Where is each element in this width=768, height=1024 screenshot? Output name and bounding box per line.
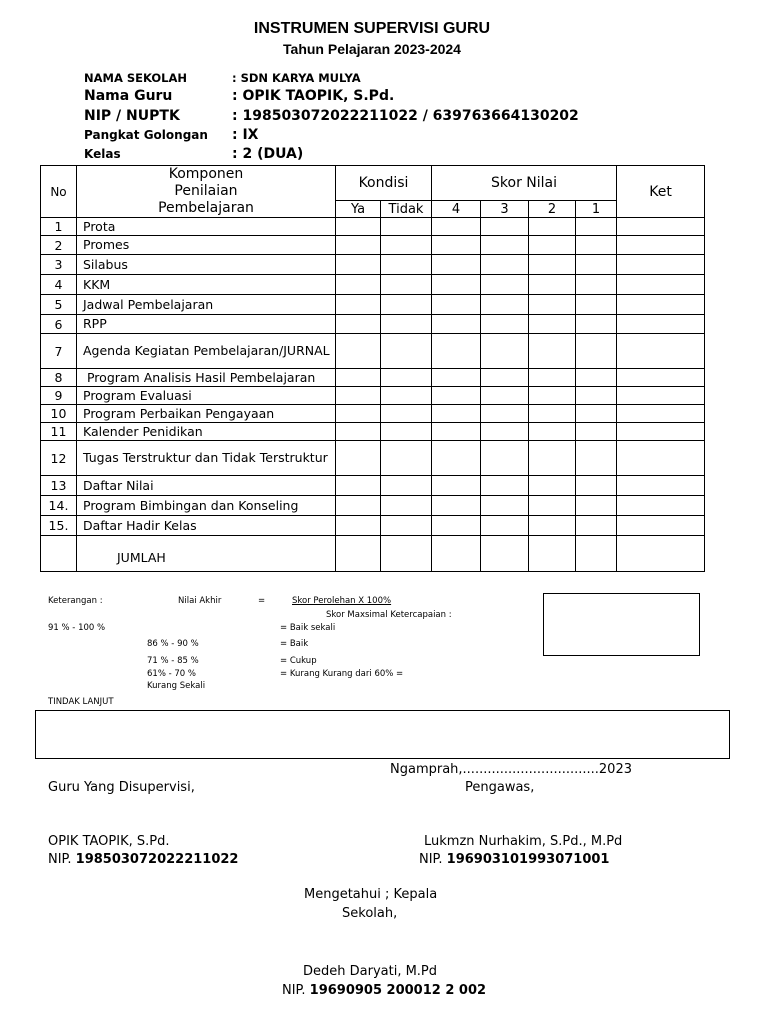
- score-cell[interactable]: [381, 334, 432, 369]
- guru-nip-number: 198503072022211022: [75, 852, 239, 867]
- table-row: [41, 516, 705, 536]
- score-cell[interactable]: [576, 369, 617, 387]
- score-cell[interactable]: [481, 218, 529, 236]
- score-cell[interactable]: [432, 295, 481, 315]
- place-date: Ngamprah,.................................2023: [390, 762, 632, 777]
- cell[interactable]: [529, 536, 576, 572]
- tindak-lanjut-label: TINDAK LANJUT: [48, 697, 114, 707]
- score-cell[interactable]: [432, 496, 481, 516]
- info-value-kelas: : 2 (DUA): [232, 146, 304, 162]
- table-row: [41, 441, 705, 476]
- score-cell[interactable]: [529, 369, 576, 387]
- score-cell[interactable]: [576, 496, 617, 516]
- nilai-akhir-equals: =: [258, 596, 266, 606]
- score-cell[interactable]: [617, 423, 705, 441]
- score-cell[interactable]: [576, 441, 617, 476]
- score-cell[interactable]: [336, 255, 381, 275]
- table-row: [41, 315, 705, 334]
- row-number: 10: [41, 405, 77, 423]
- score-cell[interactable]: [336, 387, 381, 405]
- header-no: No: [41, 166, 77, 218]
- row-number: 2: [41, 236, 77, 255]
- mengetahui-line-1: Mengetahui ; Kepala: [304, 887, 438, 902]
- row-component-label: Tugas Terstruktur dan Tidak Terstruktur: [77, 441, 336, 476]
- score-cell[interactable]: [336, 315, 381, 334]
- row-component-label: Promes: [77, 236, 336, 255]
- header-skor-nilai: Skor Nilai: [432, 166, 617, 201]
- score-cell[interactable]: [617, 255, 705, 275]
- score-cell[interactable]: [576, 255, 617, 275]
- formula-denominator: Skor Maxsimal Ketercapaian :: [326, 610, 452, 620]
- row-number: 11: [41, 423, 77, 441]
- row-component-label: KKM: [77, 275, 336, 295]
- pengawas-nip-number: 196903101993071001: [446, 852, 610, 867]
- table-row: [41, 275, 705, 295]
- row-number: 3: [41, 255, 77, 275]
- pengawas-role: Pengawas,: [465, 780, 535, 795]
- table-row: [41, 405, 705, 423]
- row-number: 14.: [41, 496, 77, 516]
- score-cell[interactable]: [576, 218, 617, 236]
- nilai-akhir-label: Nilai Akhir: [178, 596, 222, 606]
- score-cell[interactable]: [576, 275, 617, 295]
- kepala-nip-prefix: NIP.: [282, 983, 306, 998]
- score-cell[interactable]: [617, 516, 705, 536]
- score-cell[interactable]: [336, 369, 381, 387]
- score-cell[interactable]: [432, 387, 481, 405]
- score-cell[interactable]: [336, 295, 381, 315]
- score-cell[interactable]: [617, 496, 705, 516]
- score-cell[interactable]: [481, 476, 529, 496]
- table-row: [41, 295, 705, 315]
- score-cell[interactable]: [576, 476, 617, 496]
- table-row: [41, 496, 705, 516]
- info-value-sekolah: : SDN KARYA MULYA: [232, 71, 361, 85]
- kepala-nip: [282, 983, 486, 998]
- row-number: 5: [41, 295, 77, 315]
- info-label-sekolah: NAMA SEKOLAH: [84, 71, 188, 85]
- score-cell[interactable]: [481, 369, 529, 387]
- row-component-label: Daftar Nilai: [77, 476, 336, 496]
- jumlah-no-cell: [41, 536, 77, 572]
- score-cell[interactable]: [336, 516, 381, 536]
- row-number: 13: [41, 476, 77, 496]
- score-cell[interactable]: [481, 236, 529, 255]
- table-header-row: [41, 166, 705, 201]
- score-cell[interactable]: [529, 255, 576, 275]
- score-cell[interactable]: [432, 476, 481, 496]
- score-cell[interactable]: [381, 236, 432, 255]
- range-3: 71 % - 85 %: [147, 656, 199, 666]
- row-number: 6: [41, 315, 77, 334]
- score-cell[interactable]: [432, 218, 481, 236]
- table-row: [41, 387, 705, 405]
- row-number: 12: [41, 441, 77, 476]
- score-cell[interactable]: [381, 369, 432, 387]
- subheader-ya: Ya: [336, 201, 381, 218]
- score-cell[interactable]: [432, 315, 481, 334]
- jumlah-label: JUMLAH: [77, 536, 336, 572]
- score-cell[interactable]: [481, 334, 529, 369]
- score-cell[interactable]: [432, 405, 481, 423]
- score-cell[interactable]: [529, 476, 576, 496]
- row-component-label: Jadwal Pembelajaran: [77, 295, 336, 315]
- score-cell[interactable]: [481, 405, 529, 423]
- row-component-label: Silabus: [77, 255, 336, 275]
- score-cell[interactable]: [336, 441, 381, 476]
- score-cell[interactable]: [336, 423, 381, 441]
- range-1-desc: = Baik sekali: [280, 623, 336, 633]
- score-cell[interactable]: [576, 423, 617, 441]
- score-cell[interactable]: [381, 441, 432, 476]
- assessment-table: [40, 165, 705, 572]
- subheader-3: 3: [481, 201, 529, 218]
- score-cell[interactable]: [617, 476, 705, 496]
- pengawas-nip-prefix: NIP.: [419, 852, 443, 867]
- row-number: 15.: [41, 516, 77, 536]
- score-cell[interactable]: [576, 315, 617, 334]
- pengawas-name: Lukmzn Nurhakim, S.Pd., M.Pd: [424, 834, 623, 849]
- score-cell[interactable]: [336, 405, 381, 423]
- row-component-label: Program Analisis Hasil Pembelajaran: [77, 369, 336, 387]
- score-cell[interactable]: [576, 236, 617, 255]
- table-row: [41, 255, 705, 275]
- score-cell[interactable]: [576, 334, 617, 369]
- score-cell[interactable]: [336, 476, 381, 496]
- cell[interactable]: [432, 536, 481, 572]
- info-label-kelas: Kelas: [84, 147, 121, 161]
- score-cell[interactable]: [432, 236, 481, 255]
- mengetahui-line-2: Sekolah,: [342, 906, 398, 921]
- subheader-tidak: Tidak: [381, 201, 432, 218]
- range-4: 61% - 70 %: [147, 669, 196, 679]
- score-cell[interactable]: [617, 369, 705, 387]
- score-cell[interactable]: [432, 275, 481, 295]
- range-4-desc: = Kurang Kurang dari 60% =: [280, 669, 404, 679]
- score-cell[interactable]: [617, 405, 705, 423]
- cell[interactable]: [481, 536, 529, 572]
- kurang-sekali-label: Kurang Sekali: [147, 681, 206, 691]
- range-2: 86 % - 90 %: [147, 639, 199, 649]
- score-cell[interactable]: [529, 387, 576, 405]
- score-cell[interactable]: [617, 236, 705, 255]
- table-row: [41, 334, 705, 369]
- score-cell[interactable]: [529, 405, 576, 423]
- score-cell[interactable]: [381, 516, 432, 536]
- score-cell[interactable]: [529, 295, 576, 315]
- jumlah-row: [41, 536, 705, 572]
- score-cell[interactable]: [381, 405, 432, 423]
- score-cell[interactable]: [381, 315, 432, 334]
- row-number: 9: [41, 387, 77, 405]
- score-cell[interactable]: [576, 516, 617, 536]
- score-cell[interactable]: [336, 236, 381, 255]
- kepala-name: Dedeh Daryati, M.Pd: [303, 964, 438, 979]
- header-komponen: Komponen Penilaian Pembelajaran: [77, 166, 336, 218]
- kepala-nip-number: 19690905 200012 2 002: [309, 983, 487, 998]
- score-cell[interactable]: [481, 255, 529, 275]
- score-cell[interactable]: [576, 387, 617, 405]
- score-cell[interactable]: [529, 236, 576, 255]
- row-number: 7: [41, 334, 77, 369]
- row-component-label: RPP: [77, 315, 336, 334]
- row-number: 8: [41, 369, 77, 387]
- score-cell[interactable]: [336, 334, 381, 369]
- score-cell[interactable]: [336, 496, 381, 516]
- score-cell[interactable]: [381, 255, 432, 275]
- table-row: [41, 369, 705, 387]
- score-cell[interactable]: [481, 275, 529, 295]
- score-cell[interactable]: [529, 516, 576, 536]
- row-component-label: Daftar Hadir Kelas: [77, 516, 336, 536]
- info-value-guru: : OPIK TAOPIK, S.Pd.: [232, 88, 395, 104]
- guru-role: Guru Yang Disupervisi,: [48, 780, 195, 795]
- score-cell[interactable]: [529, 423, 576, 441]
- row-component-label: Program Evaluasi: [77, 387, 336, 405]
- row-component-label: Program Perbaikan Pengayaan: [77, 405, 336, 423]
- cell[interactable]: [381, 536, 432, 572]
- cell[interactable]: [617, 536, 705, 572]
- info-label-guru: Nama Guru: [84, 88, 173, 104]
- score-cell[interactable]: [529, 441, 576, 476]
- score-cell[interactable]: [617, 334, 705, 369]
- score-cell[interactable]: [381, 295, 432, 315]
- score-cell[interactable]: [336, 275, 381, 295]
- table-row: [41, 236, 705, 255]
- score-cell[interactable]: [432, 441, 481, 476]
- info-value-pangkat: : IX: [232, 127, 259, 143]
- row-component-label: Program Bimbingan dan Konseling: [77, 496, 336, 516]
- score-cell[interactable]: [529, 334, 576, 369]
- info-value-nip: : 198503072022211022 / 639763664130202: [232, 108, 579, 124]
- guru-nip-prefix: NIP.: [48, 852, 72, 867]
- document-title: INSTRUMEN SUPERVISI GURU: [253, 20, 491, 37]
- table-row: [41, 476, 705, 496]
- keterangan-label: Keterangan :: [48, 596, 103, 606]
- table-body: [41, 218, 705, 536]
- score-cell[interactable]: [617, 441, 705, 476]
- score-cell[interactable]: [617, 218, 705, 236]
- score-cell[interactable]: [481, 423, 529, 441]
- cell[interactable]: [336, 536, 381, 572]
- score-cell[interactable]: [529, 218, 576, 236]
- tindak-lanjut-box[interactable]: [35, 710, 730, 759]
- score-cell[interactable]: [576, 295, 617, 315]
- score-cell[interactable]: [481, 496, 529, 516]
- score-cell[interactable]: [381, 387, 432, 405]
- range-3-desc: = Cukup: [280, 656, 317, 666]
- range-1: 91 % - 100 %: [48, 623, 106, 633]
- score-cell[interactable]: [481, 295, 529, 315]
- score-cell[interactable]: [336, 218, 381, 236]
- row-component-label: Prota: [77, 218, 336, 236]
- header-ket: Ket: [617, 166, 705, 218]
- score-cell[interactable]: [481, 441, 529, 476]
- score-cell[interactable]: [432, 255, 481, 275]
- score-cell[interactable]: [576, 405, 617, 423]
- score-cell[interactable]: [432, 423, 481, 441]
- subheader-4: 4: [432, 201, 481, 218]
- guru-nip: [48, 852, 238, 867]
- table-row: [41, 218, 705, 236]
- score-cell[interactable]: [432, 334, 481, 369]
- score-cell[interactable]: [481, 516, 529, 536]
- formula-numerator: Skor Perolehan X 100%: [292, 596, 392, 606]
- info-label-nip: NIP / NUPTK: [84, 108, 180, 124]
- document-subtitle: Tahun Pelajaran 2023-2024: [283, 41, 461, 57]
- score-cell[interactable]: [529, 275, 576, 295]
- subheader-2: 2: [529, 201, 576, 218]
- pengawas-nip: [419, 852, 609, 867]
- row-number: 4: [41, 275, 77, 295]
- score-cell[interactable]: [381, 476, 432, 496]
- row-component-label: Agenda Kegiatan Pembelajaran/JURNAL: [77, 334, 336, 369]
- score-cell[interactable]: [617, 295, 705, 315]
- score-cell[interactable]: [617, 315, 705, 334]
- score-cell[interactable]: [432, 369, 481, 387]
- range-2-desc: = Baik: [280, 639, 309, 649]
- cell[interactable]: [576, 536, 617, 572]
- info-label-pangkat: Pangkat Golongan: [84, 128, 208, 142]
- table-row: [41, 423, 705, 441]
- score-cell[interactable]: [481, 315, 529, 334]
- score-cell[interactable]: [481, 387, 529, 405]
- guru-name: OPIK TAOPIK, S.Pd.: [48, 834, 170, 849]
- score-cell[interactable]: [381, 423, 432, 441]
- row-number: 1: [41, 218, 77, 236]
- score-cell[interactable]: [381, 275, 432, 295]
- score-cell[interactable]: [381, 218, 432, 236]
- row-component-label: Kalender Penidikan: [77, 423, 336, 441]
- score-cell[interactable]: [381, 496, 432, 516]
- score-cell[interactable]: [617, 275, 705, 295]
- header-kondisi: Kondisi: [336, 166, 432, 201]
- score-cell[interactable]: [529, 315, 576, 334]
- score-box[interactable]: [543, 593, 700, 656]
- subheader-1: 1: [576, 201, 617, 218]
- score-cell[interactable]: [617, 387, 705, 405]
- score-cell[interactable]: [529, 496, 576, 516]
- score-cell[interactable]: [432, 516, 481, 536]
